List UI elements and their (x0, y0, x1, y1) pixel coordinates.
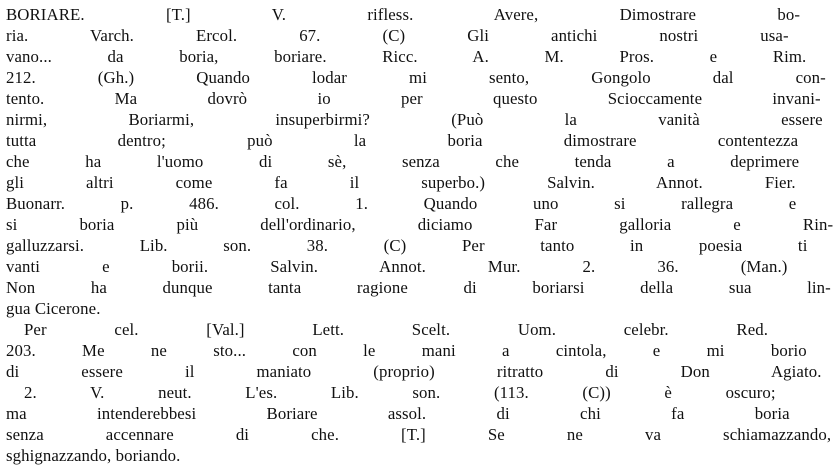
entry-text-line: Buonarr. p. 486. col. 1. Quando uno si rallegra e (6, 194, 797, 213)
entry-text-line: gli altri come fa il superbo.) Salvin. Annot. Fier. (6, 173, 796, 192)
entry-text-line: tento. Ma dovrò io per questo Scioccamente invani- (6, 89, 821, 108)
entry-text-line: Non ha dunque tanta ragione di boriarsi della sua lin- (6, 278, 831, 297)
entry-text-line: 212. (Gh.) Quando lodar mi sento, Gongolo dal con- (6, 68, 826, 87)
entry-text-line: tutta dentro; può la boria dimostrare contentezza (6, 131, 799, 150)
entry-text-line: di essere il maniato (proprio) ritratto di Don Agiato. (6, 362, 822, 381)
entry-text-line: galluzzarsi. Lib. son. 38. (C) Per tanto in poesia ti (6, 236, 808, 255)
entry-text-line: si boria più dell'ordinario, diciamo Far galloria e Rin- (6, 215, 833, 234)
entry-text-line: 203. Me ne sto... con le mani a cintola, e mi borio (6, 341, 807, 360)
entry-text-line: gua Cicerone. (6, 299, 101, 318)
entry-text-line: senza accennare di che. [T.] Se ne va schiamazzando, (6, 425, 832, 444)
entry-text-line: ria. Varch. Ercol. 67. (C) Gli antichi nostri usa- (6, 26, 789, 45)
entry-text-line: vano... da boria, boriare. Ricc. A. M. Pros. e Rim. (6, 47, 807, 66)
entry-text-line: Per cel. [Val.] Lett. Scelt. Uom. celebr. Red. (24, 320, 769, 339)
entry-text-line: sghignazzando, boriando. (6, 446, 181, 465)
entry-text-line: 2. V. neut. L'es. Lib. son. (113. (C)) è oscuro; (24, 383, 776, 402)
entry-text-line: ma intenderebbesi Boriare assol. di chi fa boria (6, 404, 790, 423)
entry-text-line: BORIARE. [T.] V. rifless. Avere, Dimostrare bo- (6, 5, 801, 24)
entry-text-line: nirmi, Boriarmi, insuperbirmi? (Può la vanità essere (6, 110, 823, 129)
entry-text-line: che ha l'uomo di sè, senza che tenda a deprimere (6, 152, 800, 171)
entry-text-line: vanti e borii. Salvin. Annot. Mur. 2. 36. (Man.) (6, 257, 788, 276)
